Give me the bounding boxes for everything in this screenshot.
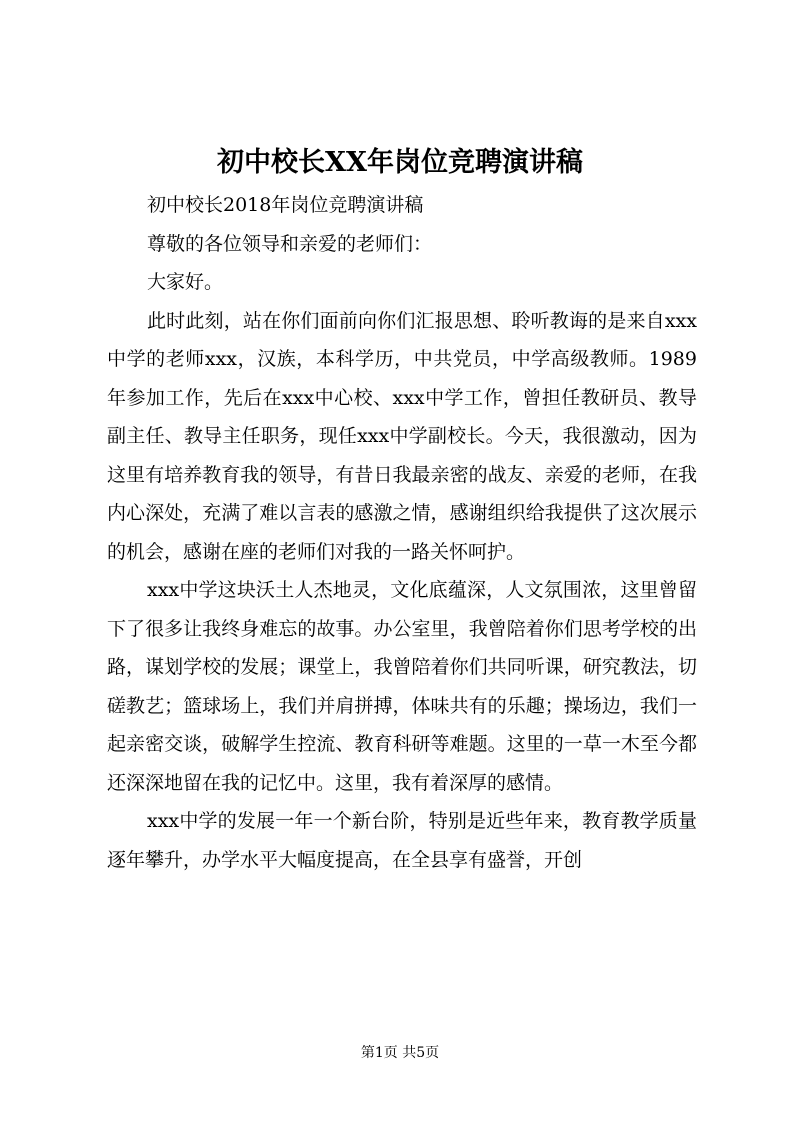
page-number-footer: 第1页 共5页 bbox=[360, 1045, 440, 1061]
document-body bbox=[107, 186, 697, 879]
body-paragraph: 此时此刻，站在你们面前向你们汇报思想、聆听教诲的是来自xxx中学的老师xxx，汉族，本科学历，中共党员，中学高级教师。1989年参加工作，先后在xxx中心校、xxx中学工作，曾担任教研员、教导副主任、教导主任职务，现任xxx中学副校长。今天，我很激动，因为这里有培养教育我的领导，有昔日我最亲密的战友、亲爱的老师，在我内心深处，充满了难以言表的感激之情，感谢组织给我提供了这次展示的机会，感谢在座的老师们对我的一路关怀呵护。 bbox=[107, 309, 697, 563]
greeting-paragraph: 大家好。 bbox=[147, 271, 224, 293]
document-title: 初中校长XX年岗位竞聘演讲稿 bbox=[217, 147, 583, 178]
subtitle-paragraph: 初中校长2018年岗位竞聘演讲稿 bbox=[147, 194, 424, 216]
body-paragraph: xxx中学的发展一年一个新台阶，特别是近些年来，教育教学质量逐年攀升，办学水平大幅度提高，在全县享有盛誉，开创 bbox=[107, 810, 697, 871]
salutation-paragraph: 尊敬的各位领导和亲爱的老师们： bbox=[147, 232, 433, 255]
body-paragraph: xxx中学这块沃土人杰地灵，文化底蕴深，人文氛围浓，这里曾留下了很多让我终身难忘的故事。办公室里，我曾陪着你们思考学校的出路，谋划学校的发展；课堂上，我曾陪着你们共同听课，研究教法，切磋教艺；篮球场上，我们并肩拼搏，体味共有的乐趣；操场边，我们一起亲密交谈，破解学生控流、教育科研等难题。这里的一草一木至今都还深深地留在我的记忆中。这里，我有着深厚的感情。 bbox=[107, 579, 697, 794]
